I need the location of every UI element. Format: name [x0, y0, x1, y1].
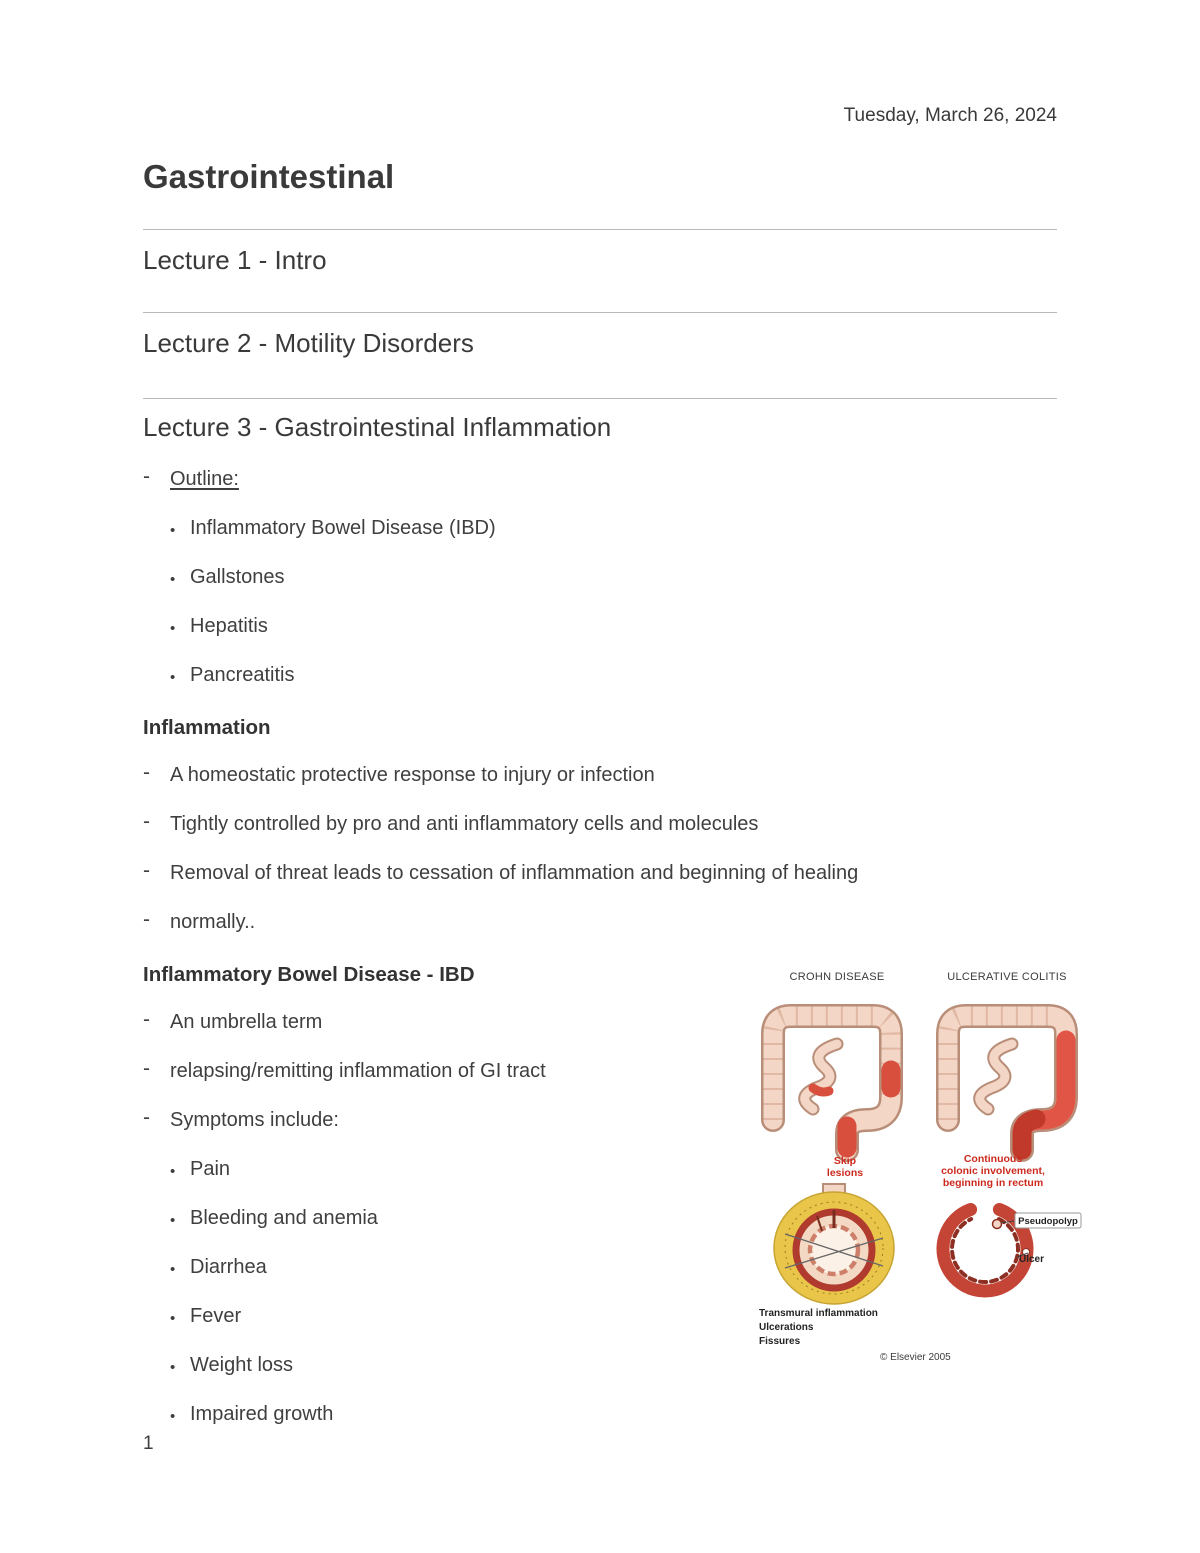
symptom-text: Pain — [190, 1158, 231, 1180]
document-date: Tuesday, March 26, 2024 — [843, 105, 1057, 126]
ibd-heading: Inflammatory Bowel Disease - IBD — [143, 963, 475, 986]
inflammation-heading: Inflammation — [143, 716, 271, 739]
section-divider — [143, 312, 1057, 313]
inflammation-bullet-text: normally.. — [170, 911, 256, 933]
uc-section-label-2: Ulcer — [1019, 1254, 1045, 1265]
outline-sub-item-text: Pancreatitis — [190, 664, 295, 686]
bullet-marker — [170, 1255, 190, 1281]
section-divider — [143, 229, 1057, 230]
bullet-marker — [170, 1206, 190, 1232]
outline-label: Outline: — [170, 468, 239, 490]
outline-sub-item-text: Inflammatory Bowel Disease (IBD) — [190, 517, 496, 539]
symptom-text: Weight loss — [190, 1354, 294, 1376]
ibd-bullet-text: relapsing/remitting inflammation of GI tract — [170, 1060, 546, 1082]
crohn-section-label-1: Transmural inflammation — [759, 1308, 878, 1319]
ibd-bullet-text: Symptoms include: — [170, 1109, 339, 1131]
outline-sub-item — [143, 516, 1057, 542]
dash-marker — [143, 1059, 170, 1085]
uc-caption-line2: colonic involvement, — [941, 1165, 1045, 1177]
bullet-marker — [170, 1353, 190, 1379]
dash-marker — [143, 1108, 170, 1134]
bullet-marker — [170, 516, 190, 542]
ibd-illustration-svg — [745, 966, 1090, 1366]
dash-marker — [143, 1010, 170, 1036]
page-number: 1 — [143, 1433, 154, 1454]
lecture-2-heading: Lecture 2 - Motility Disorders — [143, 328, 474, 358]
section-divider — [143, 398, 1057, 399]
dash-marker — [143, 861, 170, 887]
outline-sub-item-text: Hepatitis — [190, 615, 268, 637]
crohn-cross-section — [774, 1184, 894, 1304]
outline-sub-item — [143, 614, 1057, 640]
inflammation-bullet — [143, 861, 1057, 887]
inflammation-bullet — [143, 910, 1057, 936]
uc-colon-diagram — [948, 1016, 1066, 1150]
crohn-caption-line1: Skip — [833, 1155, 857, 1167]
crohn-colon-diagram — [773, 1016, 891, 1150]
page-title: Gastrointestinal — [143, 158, 395, 195]
figure-credit: © Elsevier 2005 — [880, 1352, 951, 1363]
ibd-bullet-text: An umbrella term — [170, 1011, 323, 1033]
uc-caption-line3: beginning in rectum — [942, 1177, 1044, 1189]
bullet-marker — [170, 614, 190, 640]
bullet-marker — [170, 1157, 190, 1183]
uc-caption-line1: Continuous — [963, 1153, 1023, 1165]
bullet-marker — [170, 663, 190, 689]
crohn-section-label-2: Ulcerations — [759, 1322, 814, 1333]
outline-sub-item-text: Gallstones — [190, 566, 285, 588]
crohn-title: CROHN DISEASE — [789, 971, 885, 983]
uc-cross-section — [943, 1210, 1081, 1291]
outline-sub-item — [143, 565, 1057, 591]
symptom-text: Fever — [190, 1305, 242, 1327]
uc-title: ULCERATIVE COLITIS — [947, 971, 1067, 983]
bullet-marker — [170, 565, 190, 591]
lecture-1-heading: Lecture 1 - Intro — [143, 245, 327, 275]
symptom-text: Diarrhea — [190, 1256, 267, 1278]
crohn-caption-line2: lesions — [826, 1167, 864, 1179]
inflammation-bullet-text: A homeostatic protective response to injury or infection — [170, 764, 655, 786]
symptom-text: Impaired growth — [190, 1403, 334, 1425]
pseudopolyp-shape — [993, 1220, 1002, 1229]
outline-sub-item — [143, 663, 1057, 689]
symptom-text: Bleeding and anemia — [190, 1207, 378, 1229]
dash-marker — [143, 910, 170, 936]
uc-section-label-1: Pseudopolyp — [1018, 1216, 1078, 1227]
bullet-marker — [170, 1402, 190, 1428]
bullet-marker — [170, 1304, 190, 1330]
dash-marker — [143, 467, 170, 493]
inflammation-bullet — [143, 812, 1057, 838]
symptom-item — [143, 1402, 1057, 1428]
inflammation-bullet-text: Tightly controlled by pro and anti inflammatory cells and molecules — [170, 813, 759, 835]
inflammation-bullet — [143, 763, 1057, 789]
crohn-section-label-3: Fissures — [759, 1336, 801, 1347]
lecture-3-heading: Lecture 3 - Gastrointestinal Inflammation — [143, 412, 612, 442]
inflammation-bullet-text: Removal of threat leads to cessation of inflammation and beginning of healing — [170, 862, 859, 884]
ibd-illustration — [745, 966, 1090, 1366]
dash-marker — [143, 763, 170, 789]
dash-marker — [143, 812, 170, 838]
outline-item — [143, 467, 1057, 493]
